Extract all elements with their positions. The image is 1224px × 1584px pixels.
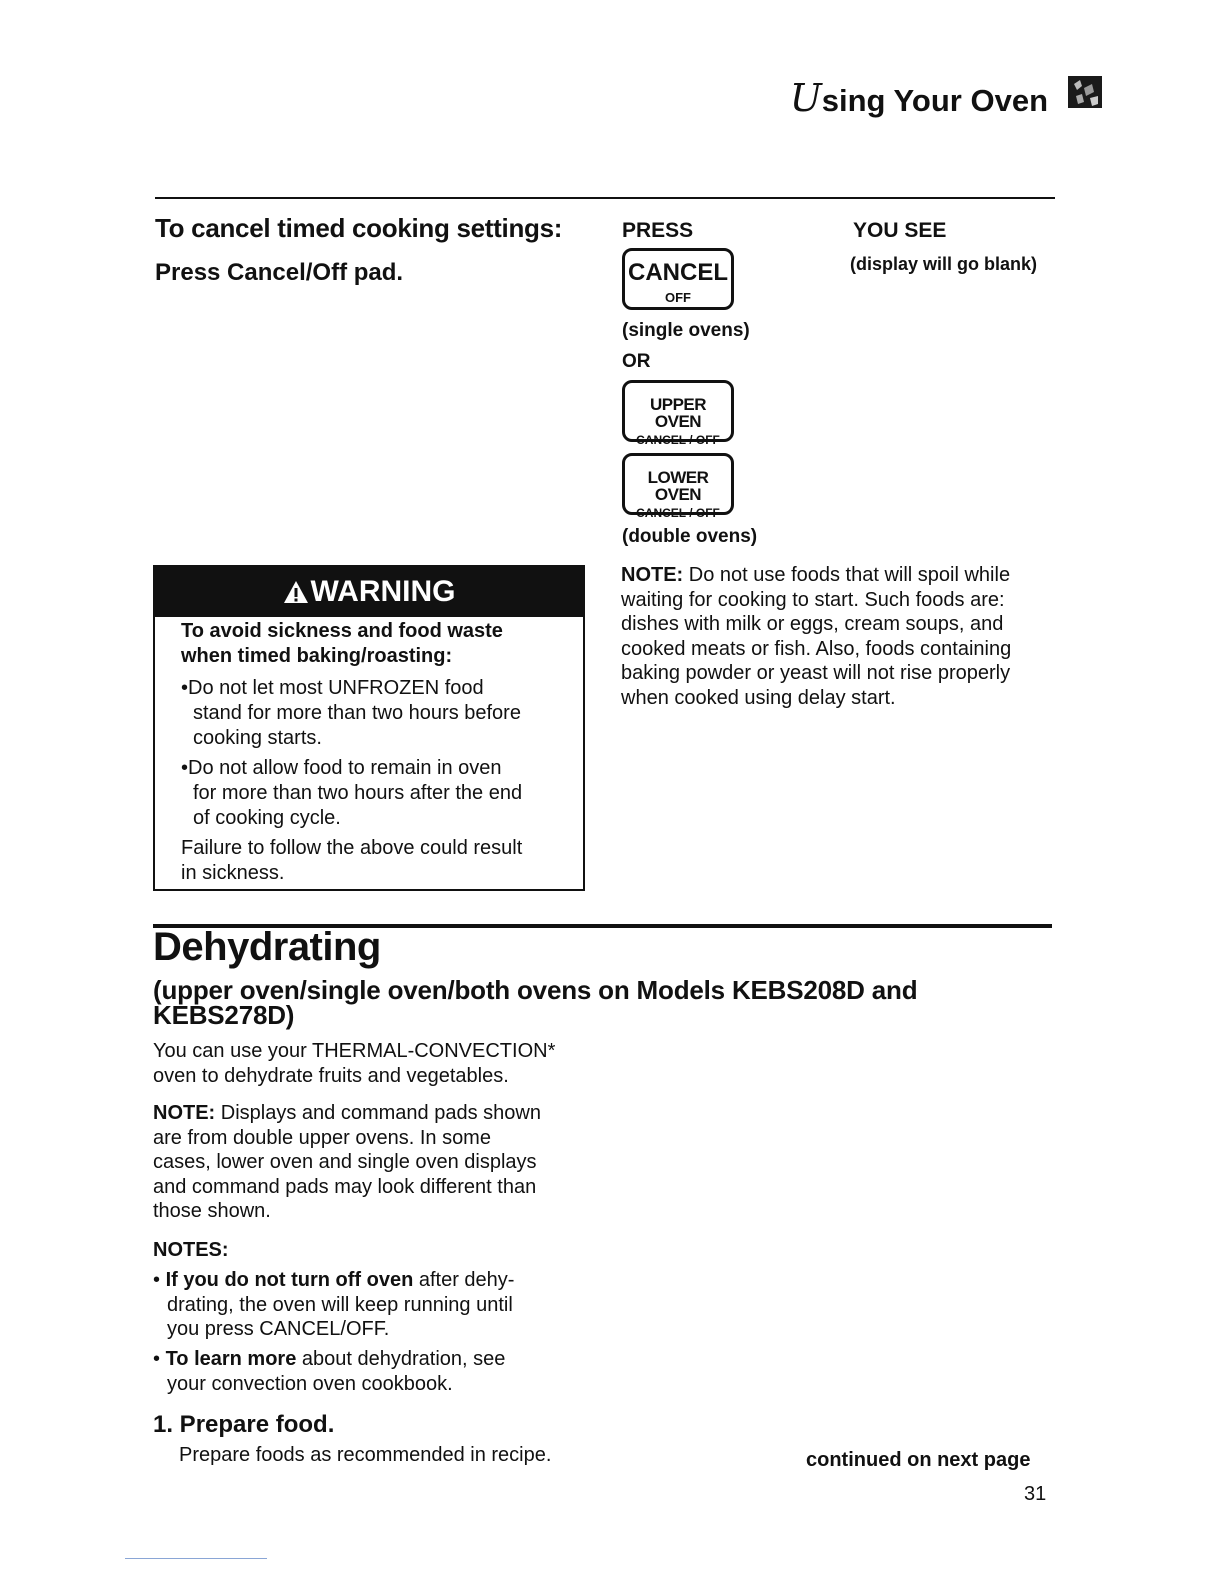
single-ovens-caption: (single ovens) [622,320,750,341]
top-divider [155,197,1055,199]
notes-line: your convection oven cookbook. [167,1372,453,1395]
cancel-off-pad [622,248,734,310]
notes-line: you press CANCEL/OFF. [167,1318,390,1341]
dehydrating-subtitle [153,975,918,1030]
note-line: Displays and command pads shown [220,1102,541,1124]
delay-start-note [621,563,1061,711]
notes-bold: To learn more [165,1348,297,1370]
page-number: 31 [1024,1483,1047,1505]
step-1-title: 1. Prepare food. [153,1411,335,1438]
cancel-pad-bottom: OFF [665,290,691,305]
warning-footer-line: Failure to follow the above could result [181,837,523,859]
note-line: waiting for cooking to start. Such foods are: [621,588,1005,611]
note-line: when cooked using delay start. [621,686,896,709]
scan-edge-line [125,1558,267,1559]
notes-bullet-2: • To learn more about dehydration, see your convection oven cookbook. [153,1347,613,1396]
dehydrating-note-label: NOTE: [153,1102,216,1124]
page-title [790,76,1048,120]
cancel-heading: To cancel timed cooking settings: [155,213,563,243]
notes-line: after dehy- [418,1269,515,1291]
warning-heading-line: when timed baking/roasting: [181,645,453,667]
warning-bullet-1: •Do not let most UNFROZEN food stand for more than two hours before cooking starts. [181,676,581,751]
note-line: cooked meats or fish. Also, foods containing [621,637,1012,660]
warning-bullet-2: •Do not allow food to remain in oven for more than two hours after the end of cooking cycle. [181,756,581,831]
note-line: cases, lower oven and single oven displays [153,1151,537,1174]
note-line: Do not use foods that will spoil while [688,564,1011,586]
dehydrating-intro [153,1039,613,1088]
bullet-line: cooking starts. [193,727,322,749]
note-line: are from double upper ovens. In some [153,1126,491,1149]
bullet-line: Do not let most UNFROZEN food [188,677,484,699]
bullet-line: stand for more than two hours before [193,702,521,724]
warning-heading-line: To avoid sickness and food waste [181,620,503,642]
upper-pad-top: UPPER OVEN [649,395,707,431]
dehydrating-title: Dehydrating [153,925,381,969]
continued-label: continued on next page [806,1449,1031,1471]
notes-bullet-1: • If you do not turn off oven after dehy- drating, the oven will keep running until you press CANCEL/OFF. [153,1268,613,1342]
note-line: baking powder or yeast will not rise properly [621,662,1011,685]
or-text: OR [622,351,651,372]
lower-pad-top: LOWER OVEN [647,468,709,504]
cancel-pad-top: CANCEL [628,259,728,286]
note-line: those shown. [153,1200,271,1223]
note-label: NOTE: [621,564,684,586]
upper-pad-bottom: CANCEL / OFF [636,433,720,447]
press-label: PRESS [622,219,694,242]
notes-bold: If you do not turn off oven [165,1269,414,1291]
step-1-text: Prepare foods as recommended in recipe. [179,1444,552,1466]
warning-title: WARNING [310,575,456,608]
warning-banner [155,567,583,617]
dehydrating-note [153,1101,613,1224]
subtitle-line: KEBS278D) [153,1000,295,1030]
upper-oven-cancel-pad [622,380,734,447]
bullet-line: of cooking cycle. [193,807,341,829]
double-ovens-caption: (double ovens) [622,526,758,547]
subtitle-line: (upper oven/single oven/both ovens on Models KEBS208D and [153,975,918,1005]
intro-line: oven to dehydrate fruits and vegetables. [153,1064,509,1087]
warning-box [153,565,585,891]
notes-line: drating, the oven will keep running until [167,1293,513,1316]
oven-section-icon [1068,76,1102,108]
notes-line: about dehydration, see [301,1348,506,1370]
warning-heading [181,619,571,669]
note-line: and command pads may look different than [153,1175,537,1198]
warning-footer-line: in sickness. [181,862,285,884]
intro-line: You can use your THERMAL-CONVECTION* [153,1040,556,1062]
warning-footer [181,836,581,886]
you-see-label: YOU SEE [853,219,947,242]
lower-oven-cancel-pad [622,453,734,520]
lower-pad-bottom: CANCEL / OFF [636,506,720,520]
title-rest: sing Your Oven [821,83,1048,118]
bullet-line: for more than two hours after the end [193,782,523,804]
you-see-value: (display will go blank) [850,254,1038,274]
cancel-instruction: Press Cancel/Off pad. [155,259,404,286]
note-line: dishes with milk or eggs, cream soups, and [621,613,1004,636]
notes-label: NOTES: [153,1239,229,1261]
bullet-line: Do not allow food to remain in oven [188,757,502,779]
title-initial: U [789,76,822,120]
warning-triangle-icon [283,580,309,604]
